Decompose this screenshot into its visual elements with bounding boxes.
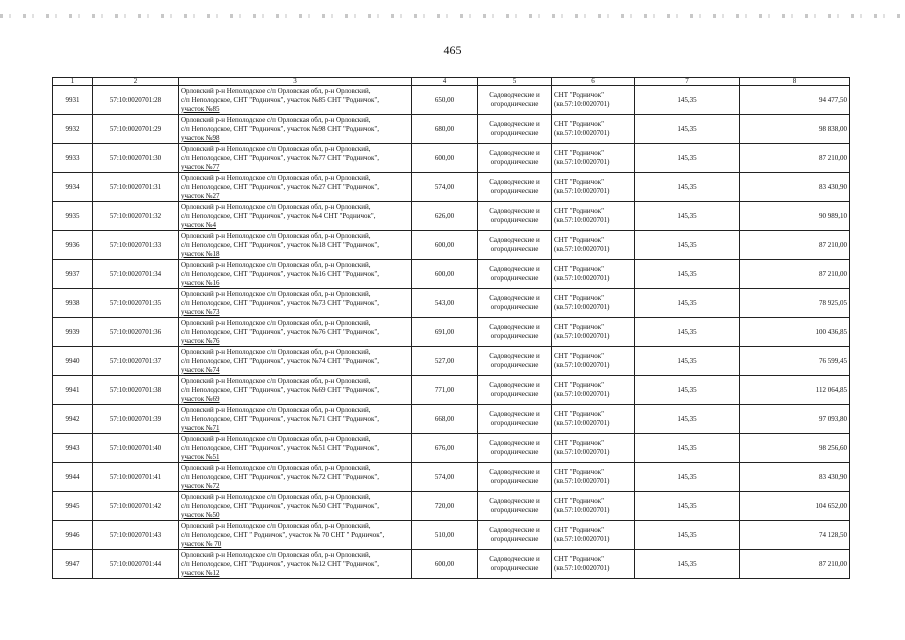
record-number: 9940 (53, 347, 93, 376)
table-row (53, 202, 850, 231)
column-header: 5 (478, 78, 552, 86)
column-header: 3 (179, 78, 412, 86)
parcel-address (179, 434, 412, 463)
address-line: с/п Неполодское, СНТ "Родничок", участок №4 СНТ "Родничок", (181, 211, 376, 220)
page-number: 465 (443, 43, 462, 57)
address-line: с/п Неполодское, СНТ "Родничок", участок №73 СНТ "Родничок", (181, 298, 380, 307)
use-line: Садоводческие и (489, 468, 540, 476)
cadastral-number: 57:10:0020701:34 (93, 260, 179, 289)
zone-line: (кв.57:10:0020701) (554, 477, 610, 485)
address-line: с/п Неполодское, СНТ " Родничок", участок № 70 СНТ " Родничок", (181, 530, 385, 539)
zone-line: (кв.57:10:0020701) (554, 332, 610, 340)
zone-line: СНТ "Родничок" (554, 178, 604, 186)
use-line: Садоводческие и (489, 410, 540, 418)
valuation-zone (552, 550, 635, 579)
zone-line: (кв.57:10:0020701) (554, 100, 610, 108)
use-line: Садоводческие и (489, 323, 540, 331)
parcel-area: 771,00 (412, 376, 478, 405)
use-line: огороднические (490, 245, 539, 253)
parcel-address (179, 202, 412, 231)
specific-value: 145,35 (635, 347, 740, 376)
zone-line: СНТ "Родничок" (554, 323, 604, 331)
zone-line: СНТ "Родничок" (554, 410, 604, 418)
cadastral-value: 87 210,00 (740, 550, 850, 579)
parcel-area: 676,00 (412, 434, 478, 463)
parcel-area: 626,00 (412, 202, 478, 231)
address-line: с/п Неполодское, СНТ "Родничок", участок №85 СНТ "Родничок", (181, 95, 380, 104)
table-row (53, 550, 850, 579)
use-line: Садоводческие и (489, 497, 540, 505)
cadastral-value: 100 436,85 (740, 318, 850, 347)
address-line: участок №12 (181, 568, 220, 577)
use-line: огороднические (490, 303, 539, 311)
use-line: Садоводческие и (489, 178, 540, 186)
use-line: огороднические (490, 129, 539, 137)
use-line: огороднические (490, 448, 539, 456)
record-number: 9931 (53, 86, 93, 115)
cadastral-number: 57:10:0020701:35 (93, 289, 179, 318)
record-number: 9933 (53, 144, 93, 173)
parcel-address (179, 115, 412, 144)
address-line: с/п Неполодское, СНТ "Родничок", участок №74 СНТ "Родничок", (181, 356, 380, 365)
valuation-zone (552, 492, 635, 521)
parcel-area: 600,00 (412, 144, 478, 173)
address-line: Орловский р-н Неполодское с/п Орловская обл, р-н Орловский, (181, 86, 371, 95)
table-row (53, 231, 850, 260)
permitted-use (478, 202, 552, 231)
valuation-zone (552, 260, 635, 289)
cadastral-value: 97 093,80 (740, 405, 850, 434)
record-number: 9947 (53, 550, 93, 579)
valuation-zone (552, 318, 635, 347)
record-number: 9932 (53, 115, 93, 144)
parcel-address (179, 463, 412, 492)
specific-value: 145,35 (635, 492, 740, 521)
address-line: Орловский р-н Неполодское с/п Орловская обл, р-н Орловский, (181, 202, 371, 211)
table-row (53, 463, 850, 492)
table-row (53, 492, 850, 521)
address-line: Орловский р-н Неполодское с/п Орловская обл, р-н Орловский, (181, 492, 371, 501)
address-line: участок №51 (181, 452, 220, 461)
zone-line: СНТ "Родничок" (554, 468, 604, 476)
cadastral-number: 57:10:0020701:28 (93, 86, 179, 115)
cadastral-value: 83 430,90 (740, 173, 850, 202)
cadastral-number: 57:10:0020701:37 (93, 347, 179, 376)
permitted-use (478, 231, 552, 260)
address-line: с/п Неполодское, СНТ "Родничок", участок №69 СНТ "Родничок", (181, 385, 380, 394)
zone-line: СНТ "Родничок" (554, 497, 604, 505)
valuation-zone (552, 289, 635, 318)
cadastral-value: 94 477,50 (740, 86, 850, 115)
zone-line: (кв.57:10:0020701) (554, 564, 610, 572)
parcel-address (179, 347, 412, 376)
cadastral-number: 57:10:0020701:41 (93, 463, 179, 492)
specific-value: 145,35 (635, 550, 740, 579)
cadastral-value: 78 925,05 (740, 289, 850, 318)
use-line: огороднические (490, 535, 539, 543)
valuation-zone (552, 86, 635, 115)
address-line: с/п Неполодское, СНТ "Родничок", участок №18 СНТ "Родничок", (181, 240, 380, 249)
address-line: с/п Неполодское, СНТ "Родничок", участок №76 СНТ "Родничок", (181, 327, 380, 336)
address-line: Орловский р-н Неполодское с/п Орловская обл, р-н Орловский, (181, 144, 371, 153)
parcel-address (179, 318, 412, 347)
parcel-area: 574,00 (412, 463, 478, 492)
zone-line: (кв.57:10:0020701) (554, 390, 610, 398)
address-line: участок №73 (181, 307, 220, 316)
use-line: огороднические (490, 564, 539, 572)
address-line: Орловский р-н Неполодское с/п Орловская обл, р-н Орловский, (181, 521, 371, 530)
record-number: 9937 (53, 260, 93, 289)
address-line: Орловский р-н Неполодское с/п Орловская обл, р-н Орловский, (181, 550, 371, 559)
table-row (53, 144, 850, 173)
zone-line: (кв.57:10:0020701) (554, 129, 610, 137)
table-row (53, 173, 850, 202)
address-line: участок №71 (181, 423, 220, 432)
address-line: участок №85 (181, 104, 220, 113)
column-number-row (53, 78, 850, 86)
address-line: Орловский р-н Неполодское с/п Орловская обл, р-н Орловский, (181, 115, 371, 124)
zone-line: (кв.57:10:0020701) (554, 361, 610, 369)
use-line: Садоводческие и (489, 439, 540, 447)
permitted-use (478, 115, 552, 144)
valuation-zone (552, 405, 635, 434)
valuation-zone (552, 463, 635, 492)
parcel-address (179, 521, 412, 550)
table-row (53, 115, 850, 144)
cadastral-number: 57:10:0020701:32 (93, 202, 179, 231)
parcel-address (179, 173, 412, 202)
use-line: Садоводческие и (489, 236, 540, 244)
parcel-area: 600,00 (412, 231, 478, 260)
cadastral-value: 98 256,60 (740, 434, 850, 463)
zone-line: СНТ "Родничок" (554, 265, 604, 273)
valuation-zone (552, 173, 635, 202)
parcel-address (179, 492, 412, 521)
cadastral-value: 104 652,00 (740, 492, 850, 521)
cadastral-number: 57:10:0020701:31 (93, 173, 179, 202)
use-line: огороднические (490, 506, 539, 514)
parcel-address (179, 405, 412, 434)
permitted-use (478, 347, 552, 376)
record-number: 9942 (53, 405, 93, 434)
address-line: Орловский р-н Неполодское с/п Орловская обл, р-н Орловский, (181, 289, 371, 298)
permitted-use (478, 318, 552, 347)
cadastral-number: 57:10:0020701:36 (93, 318, 179, 347)
record-number: 9944 (53, 463, 93, 492)
cadastral-value: 76 599,45 (740, 347, 850, 376)
address-line: Орловский р-н Неполодское с/п Орловская обл, р-н Орловский, (181, 434, 371, 443)
valuation-zone (552, 231, 635, 260)
record-number: 9945 (53, 492, 93, 521)
address-line: участок №69 (181, 394, 220, 403)
cadastral-value: 87 210,00 (740, 144, 850, 173)
record-number: 9946 (53, 521, 93, 550)
record-number: 9943 (53, 434, 93, 463)
valuation-zone (552, 144, 635, 173)
address-line: Орловский р-н Неполодское с/п Орловская обл, р-н Орловский, (181, 173, 371, 182)
address-line: с/п Неполодское, СНТ "Родничок", участок №12 СНТ "Родничок", (181, 559, 380, 568)
address-line: участок №76 (181, 336, 220, 345)
address-line: Орловский р-н Неполодское с/п Орловская обл, р-н Орловский, (181, 231, 371, 240)
parcel-address (179, 260, 412, 289)
zone-line: СНТ "Родничок" (554, 149, 604, 157)
use-line: Садоводческие и (489, 120, 540, 128)
specific-value: 145,35 (635, 376, 740, 405)
use-line: огороднические (490, 390, 539, 398)
use-line: Садоводческие и (489, 526, 540, 534)
table-row (53, 434, 850, 463)
zone-line: (кв.57:10:0020701) (554, 448, 610, 456)
permitted-use (478, 144, 552, 173)
use-line: Садоводческие и (489, 265, 540, 273)
parcel-area: 600,00 (412, 260, 478, 289)
specific-value: 145,35 (635, 434, 740, 463)
address-line: Орловский р-н Неполодское с/п Орловская обл, р-н Орловский, (181, 260, 371, 269)
zone-line: (кв.57:10:0020701) (554, 216, 610, 224)
address-line: участок №77 (181, 162, 220, 171)
valuation-zone (552, 434, 635, 463)
use-line: огороднические (490, 477, 539, 485)
specific-value: 145,35 (635, 463, 740, 492)
specific-value: 145,35 (635, 289, 740, 318)
parcel-area: 574,00 (412, 173, 478, 202)
address-line: с/п Неполодское, СНТ "Родничок", участок №50 СНТ "Родничок", (181, 501, 380, 510)
parcel-area: 543,00 (412, 289, 478, 318)
table-row (53, 289, 850, 318)
cadastral-value: 98 838,00 (740, 115, 850, 144)
use-line: Садоводческие и (489, 91, 540, 99)
specific-value: 145,35 (635, 318, 740, 347)
parcel-address (179, 144, 412, 173)
valuation-zone (552, 521, 635, 550)
cadastral-value-table (52, 77, 850, 579)
table-row (53, 405, 850, 434)
address-line: участок №4 (181, 220, 217, 229)
parcel-area: 510,00 (412, 521, 478, 550)
parcel-area: 680,00 (412, 115, 478, 144)
permitted-use (478, 434, 552, 463)
zone-line: СНТ "Родничок" (554, 207, 604, 215)
zone-line: (кв.57:10:0020701) (554, 303, 610, 311)
zone-line: СНТ "Родничок" (554, 381, 604, 389)
record-number: 9941 (53, 376, 93, 405)
permitted-use (478, 550, 552, 579)
record-number: 9938 (53, 289, 93, 318)
specific-value: 145,35 (635, 86, 740, 115)
table-row (53, 318, 850, 347)
address-line: Орловский р-н Неполодское с/п Орловская обл, р-н Орловский, (181, 347, 371, 356)
address-line: с/п Неполодское, СНТ "Родничок", участок №16 СНТ "Родничок", (181, 269, 380, 278)
column-header: 4 (412, 78, 478, 86)
specific-value: 145,35 (635, 405, 740, 434)
cadastral-number: 57:10:0020701:39 (93, 405, 179, 434)
cadastral-number: 57:10:0020701:38 (93, 376, 179, 405)
permitted-use (478, 405, 552, 434)
zone-line: СНТ "Родничок" (554, 91, 604, 99)
cadastral-number: 57:10:0020701:42 (93, 492, 179, 521)
use-line: огороднические (490, 274, 539, 282)
use-line: огороднические (490, 419, 539, 427)
address-line: с/п Неполодское, СНТ "Родничок", участок №71 СНТ "Родничок", (181, 414, 380, 423)
specific-value: 145,35 (635, 115, 740, 144)
parcel-area: 668,00 (412, 405, 478, 434)
permitted-use (478, 173, 552, 202)
table-row (53, 521, 850, 550)
cadastral-number: 57:10:0020701:30 (93, 144, 179, 173)
address-line: участок №18 (181, 249, 220, 258)
zone-line: СНТ "Родничок" (554, 526, 604, 534)
table-row (53, 376, 850, 405)
address-line: с/п Неполодское, СНТ "Родничок", участок №51 СНТ "Родничок", (181, 443, 380, 452)
parcel-area: 650,00 (412, 86, 478, 115)
zone-line: СНТ "Родничок" (554, 439, 604, 447)
address-line: Орловский р-н Неполодское с/п Орловская обл, р-н Орловский, (181, 463, 371, 472)
table-row (53, 86, 850, 115)
zone-line: (кв.57:10:0020701) (554, 274, 610, 282)
zone-line: СНТ "Родничок" (554, 352, 604, 360)
address-line: участок № 70 (181, 539, 222, 548)
cadastral-value: 90 989,10 (740, 202, 850, 231)
valuation-zone (552, 202, 635, 231)
use-line: Садоводческие и (489, 555, 540, 563)
zone-line: СНТ "Родничок" (554, 236, 604, 244)
cadastral-value: 87 210,00 (740, 260, 850, 289)
permitted-use (478, 521, 552, 550)
use-line: Садоводческие и (489, 352, 540, 360)
parcel-address (179, 550, 412, 579)
permitted-use (478, 86, 552, 115)
address-line: участок №74 (181, 365, 220, 374)
use-line: огороднические (490, 332, 539, 340)
parcel-area: 691,00 (412, 318, 478, 347)
column-header: 1 (53, 78, 93, 86)
valuation-zone (552, 347, 635, 376)
parcel-address (179, 86, 412, 115)
parcel-address (179, 376, 412, 405)
parcel-area: 720,00 (412, 492, 478, 521)
address-line: Орловский р-н Неполодское с/п Орловская обл, р-н Орловский, (181, 376, 371, 385)
use-line: Садоводческие и (489, 381, 540, 389)
address-line: с/п Неполодское, СНТ "Родничок", участок №98 СНТ "Родничок", (181, 124, 380, 133)
zone-line: (кв.57:10:0020701) (554, 535, 610, 543)
column-header: 6 (552, 78, 635, 86)
table-row (53, 260, 850, 289)
address-line: Орловский р-н Неполодское с/п Орловская обл, р-н Орловский, (181, 318, 371, 327)
cadastral-value: 87 210,00 (740, 231, 850, 260)
record-number: 9939 (53, 318, 93, 347)
address-line: с/п Неполодское, СНТ "Родничок", участок №27 СНТ "Родничок", (181, 182, 380, 191)
permitted-use (478, 463, 552, 492)
column-header: 8 (740, 78, 850, 86)
cadastral-value: 112 064,85 (740, 376, 850, 405)
specific-value: 145,35 (635, 260, 740, 289)
cadastral-number: 57:10:0020701:44 (93, 550, 179, 579)
zone-line: СНТ "Родничок" (554, 294, 604, 302)
zone-line: (кв.57:10:0020701) (554, 419, 610, 427)
zone-line: СНТ "Родничок" (554, 555, 604, 563)
specific-value: 145,35 (635, 173, 740, 202)
cadastral-value: 83 430,90 (740, 463, 850, 492)
use-line: огороднические (490, 158, 539, 166)
address-line: с/п Неполодское, СНТ "Родничок", участок №77 СНТ "Родничок", (181, 153, 380, 162)
valuation-zone (552, 115, 635, 144)
zone-line: СНТ "Родничок" (554, 120, 604, 128)
use-line: огороднические (490, 100, 539, 108)
zone-line: (кв.57:10:0020701) (554, 187, 610, 195)
record-number: 9934 (53, 173, 93, 202)
zone-line: (кв.57:10:0020701) (554, 245, 610, 253)
cadastral-number: 57:10:0020701:40 (93, 434, 179, 463)
address-line: участок №72 (181, 481, 220, 490)
cadastral-number: 57:10:0020701:29 (93, 115, 179, 144)
specific-value: 145,35 (635, 202, 740, 231)
specific-value: 145,35 (635, 231, 740, 260)
address-line: участок №27 (181, 191, 220, 200)
use-line: огороднические (490, 361, 539, 369)
permitted-use (478, 376, 552, 405)
parcel-address (179, 289, 412, 318)
column-header: 2 (93, 78, 179, 86)
specific-value: 145,35 (635, 144, 740, 173)
record-number: 9936 (53, 231, 93, 260)
permitted-use (478, 492, 552, 521)
use-line: Садоводческие и (489, 207, 540, 215)
address-line: участок №98 (181, 133, 220, 142)
address-line: Орловский р-н Неполодское с/п Орловская обл, р-н Орловский, (181, 405, 371, 414)
cadastral-number: 57:10:0020701:33 (93, 231, 179, 260)
permitted-use (478, 289, 552, 318)
use-line: Садоводческие и (489, 294, 540, 302)
parcel-area: 527,00 (412, 347, 478, 376)
parcel-area: 600,00 (412, 550, 478, 579)
column-header: 7 (635, 78, 740, 86)
address-line: участок №16 (181, 278, 220, 287)
address-line: участок №50 (181, 510, 220, 519)
use-line: огороднические (490, 216, 539, 224)
cadastral-number: 57:10:0020701:43 (93, 521, 179, 550)
use-line: Садоводческие и (489, 149, 540, 157)
parcel-address (179, 231, 412, 260)
zone-line: (кв.57:10:0020701) (554, 158, 610, 166)
scan-artifact-line (0, 14, 905, 18)
record-number: 9935 (53, 202, 93, 231)
valuation-zone (552, 376, 635, 405)
use-line: огороднические (490, 187, 539, 195)
cadastral-value: 74 128,50 (740, 521, 850, 550)
permitted-use (478, 260, 552, 289)
zone-line: (кв.57:10:0020701) (554, 506, 610, 514)
table-row (53, 347, 850, 376)
address-line: с/п Неполодское, СНТ "Родничок", участок №72 СНТ "Родничок", (181, 472, 380, 481)
specific-value: 145,35 (635, 521, 740, 550)
